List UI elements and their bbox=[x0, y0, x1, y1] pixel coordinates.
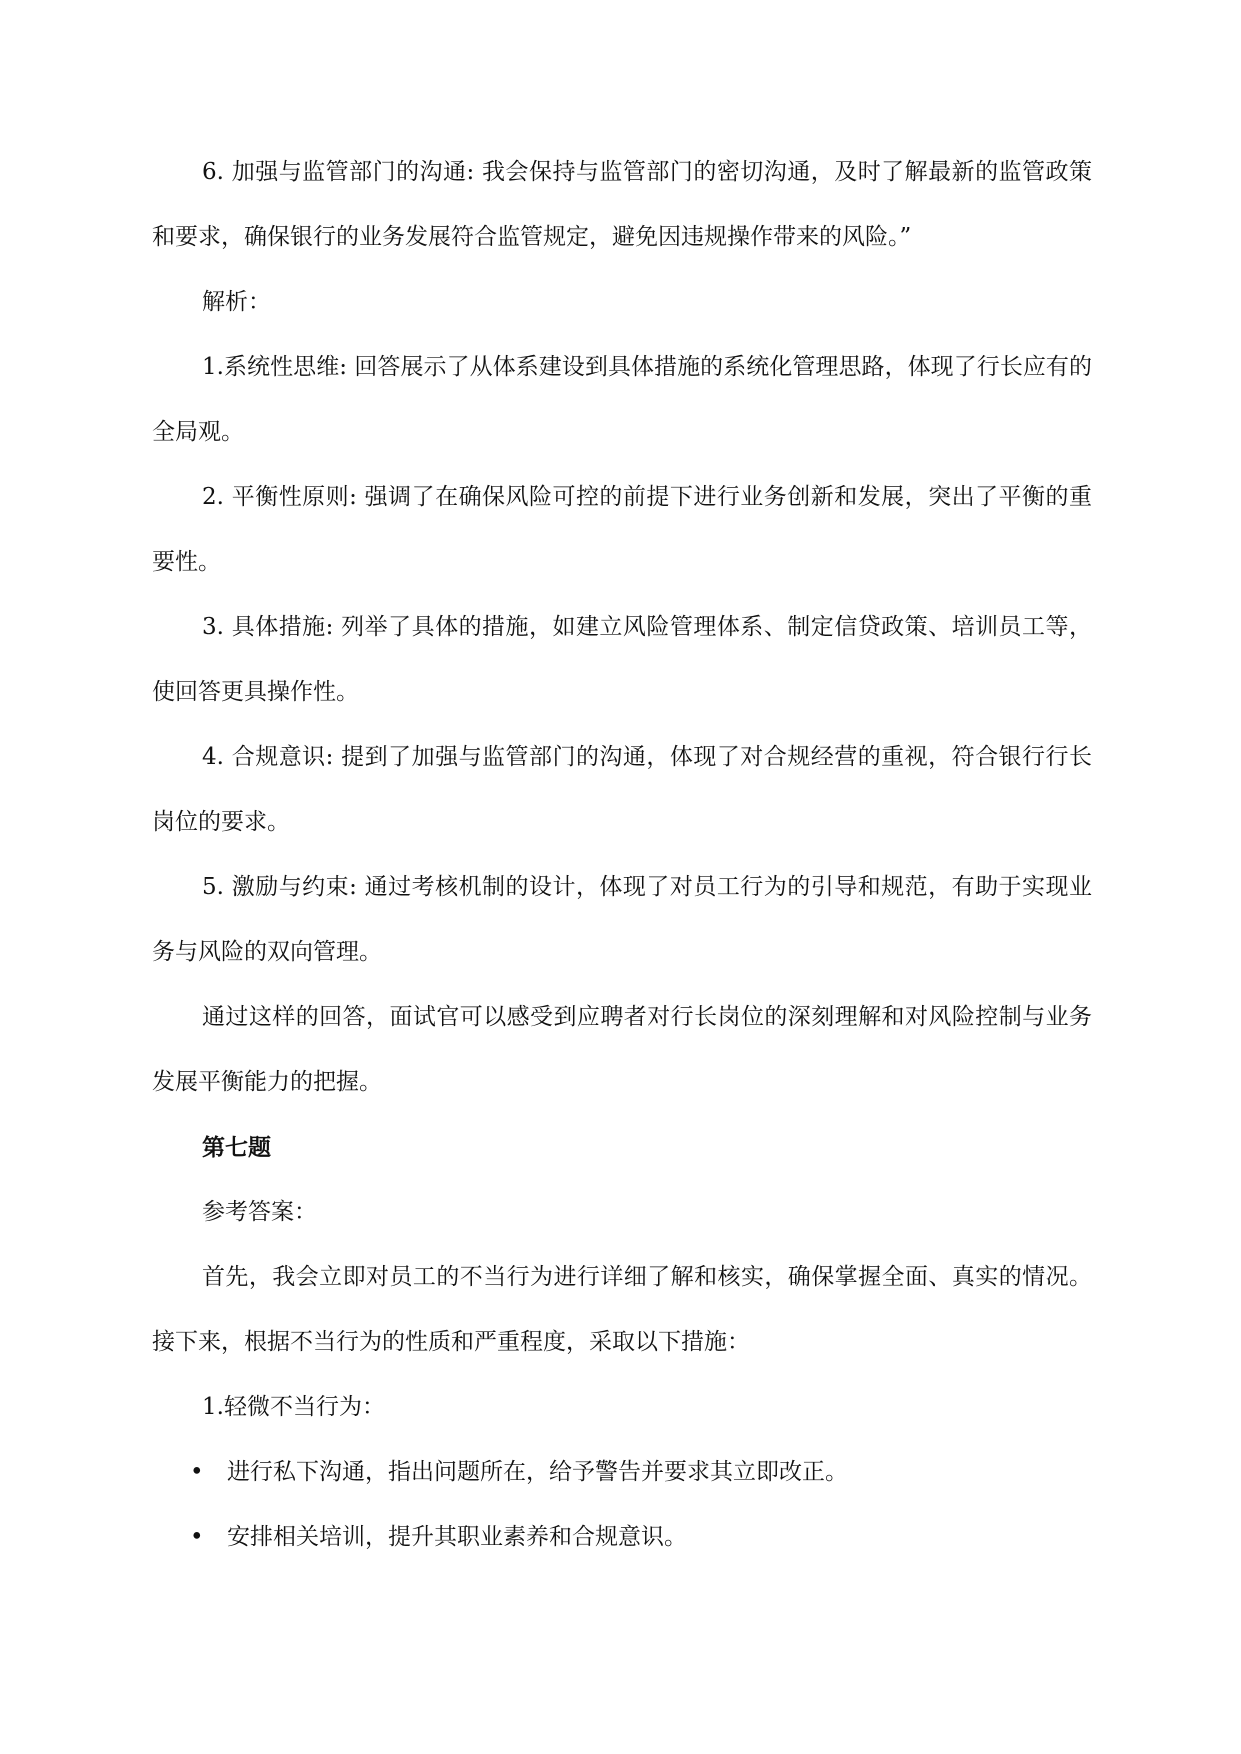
paragraph-minor-misconduct-label: 1.轻微不当行为： bbox=[202, 1394, 385, 1420]
paragraph-balance-principle: 2. 平衡性原则: 强调了在确保风险可控的前提下进行业务创新和发展，突出了平衡的重要性。 bbox=[152, 484, 1092, 575]
paragraph-compliance-awareness: 4. 合规意识: 提到了加强与监管部门的沟通，体现了对合规经营的重视，符合银行行长岗位的要求。 bbox=[152, 744, 1092, 835]
document-body bbox=[152, 140, 1092, 1570]
paragraph-regulator-communication: 6. 加强与监管部门的沟通: 我会保持与监管部门的密切沟通，及时了解最新的监管政策和要求，确保银行的业务发展符合监管规定，避免因违规操作带来的风险。” bbox=[152, 159, 1092, 250]
list-item bbox=[152, 1440, 1092, 1505]
section-heading: 第七题 bbox=[202, 1134, 271, 1161]
paragraph-specific-measures: 3. 具体措施: 列举了具体的措施，如建立风险管理体系、制定信贷政策、培训员工等，使回答更具操作性。 bbox=[152, 614, 1092, 705]
bullet-list bbox=[152, 1440, 1092, 1570]
list-item-text: 安排相关培训，提升其职业素养和合规意识。 bbox=[227, 1524, 687, 1550]
list-item bbox=[152, 1505, 1092, 1570]
paragraph-reference-answer-label: 参考答案： bbox=[202, 1199, 317, 1225]
paragraph-analysis-label: 解析： bbox=[202, 289, 271, 315]
paragraph-first-step: 首先，我会立即对员工的不当行为进行详细了解和核实，确保掌握全面、真实的情况。接下来，根据不当行为的性质和严重程度，采取以下措施： bbox=[152, 1264, 1092, 1355]
paragraph-incentive-constraint: 5. 激励与约束: 通过考核机制的设计，体现了对员工行为的引导和规范，有助于实现业务与风险的双向管理。 bbox=[152, 874, 1092, 965]
paragraph-summary: 通过这样的回答，面试官可以感受到应聘者对行长岗位的深刻理解和对风险控制与业务发展平衡能力的把握。 bbox=[152, 1004, 1092, 1095]
bullet-icon: • bbox=[190, 1459, 204, 1485]
bullet-icon: • bbox=[190, 1524, 204, 1550]
paragraph-systematic-thinking: 1.系统性思维: 回答展示了从体系建设到具体措施的系统化管理思路，体现了行长应有的全局观。 bbox=[152, 354, 1092, 445]
list-item-text: 进行私下沟通，指出问题所在，给予警告并要求其立即改正。 bbox=[227, 1459, 848, 1485]
